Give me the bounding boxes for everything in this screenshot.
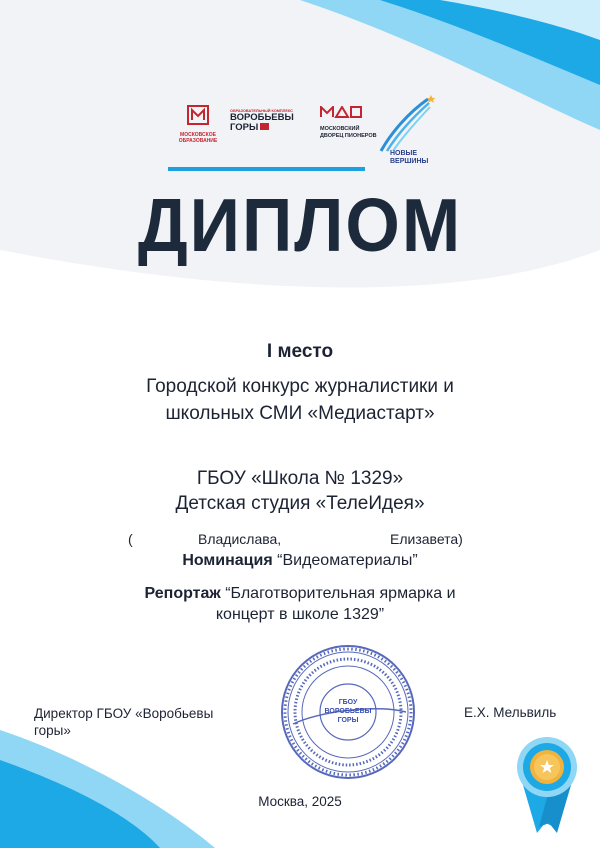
participant-name-1: Владислава,: [198, 531, 282, 547]
participant-name-2: Елизавета): [390, 531, 463, 547]
director-line-1: Директор ГБОУ «Воробьевы: [34, 706, 214, 721]
stamp-text-1: ГБОУ: [338, 699, 358, 706]
stamp-text-3: ГОРЫ: [337, 717, 359, 724]
moscow-education-icon: [187, 105, 209, 125]
city-year: Москва, 2025: [258, 794, 342, 809]
novye-vershiny-text: НОВЫЕ ВЕРШИНЫ: [390, 150, 429, 165]
contest-line-2: школьных СМИ «Медиастарт»: [165, 403, 435, 424]
mdp-icon: [320, 106, 362, 118]
mdp-logo: [320, 105, 380, 139]
school-name: [60, 466, 540, 516]
award-medal-icon: [515, 735, 579, 835]
report-line-1: [60, 583, 540, 604]
director-title: [34, 705, 254, 739]
contest-name: [60, 373, 540, 427]
novye-vershiny-logo: [373, 93, 438, 173]
star-icon: [427, 95, 436, 103]
moscow-education-logo: [173, 105, 223, 144]
report-value-1: “Благотворительная ярмарка и: [225, 585, 456, 602]
school-line-1: ГБОУ «Школа № 1329»: [196, 468, 404, 489]
stamp-text-2: ВОРОБЬЕВЫ: [324, 708, 372, 715]
nomination: [60, 552, 540, 570]
report: [60, 583, 540, 625]
moscow-education-text: МОСКОВСКОЕ ОБРАЗОВАНИЕ: [178, 132, 218, 144]
vorobyovy-big-text-1: ВОРОБЬЕВЫ: [230, 112, 294, 123]
participant-names: [128, 531, 473, 551]
place-text: I место: [266, 341, 334, 362]
nomination-label: Номинация: [182, 552, 273, 569]
director-line-2: горы»: [34, 723, 71, 738]
school-line-2: Детская студия «ТелеИдея»: [175, 493, 425, 514]
vorobyovy-big-text-2: ГОРЫ: [230, 123, 302, 133]
contest-line-1: Городской конкурс журналистики и: [146, 376, 454, 397]
header-divider: [168, 167, 365, 171]
official-stamp: [278, 642, 418, 782]
names-open-paren: (: [128, 531, 133, 547]
report-label: Репортаж: [144, 585, 221, 602]
nomination-value: “Видеоматериалы”: [277, 552, 418, 569]
vorobyovy-small-text: ОБРАЗОВАТЕЛЬНЫЙ КОМПЛЕКС: [230, 109, 293, 113]
page-title: ДИПЛОМ: [137, 182, 463, 268]
vorobyovy-gory-logo: [230, 109, 302, 133]
partner-logos: [168, 95, 438, 175]
mdp-text: МОСКОВСКИЙ ДВОРЕЦ ПИОНЕРОВ: [320, 126, 377, 139]
signer-name: Е.Х. Мельвиль: [464, 705, 557, 720]
report-value-2: концерт в школе 1329”: [215, 606, 385, 623]
novye-vershiny-icon: [373, 93, 438, 153]
